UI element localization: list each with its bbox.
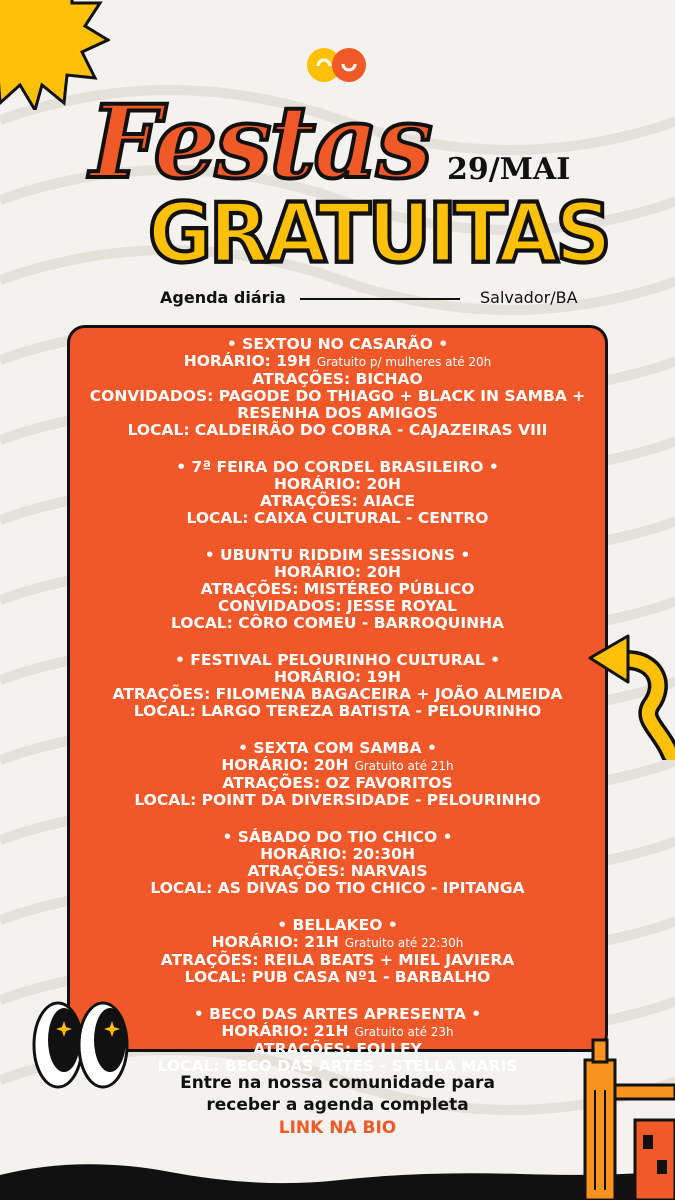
title-gratuitas: GRATUITAS [148, 186, 609, 282]
event-item [70, 547, 605, 632]
event-line: LOCAL: CALDEIRÃO DO COBRA - CAJAZEIRAS VIII [127, 421, 548, 439]
event-line: ATRAÇÕES: FILOMENA BAGACEIRA + JOÃO ALMEIDA [112, 685, 563, 703]
subtitle-city: Salvador/BA [480, 288, 578, 307]
event-name: • BELLAKEO • [277, 916, 398, 934]
event-line: CONVIDADOS: JESSE ROYAL [217, 597, 458, 615]
event-line: RESENHA DOS AMIGOS [237, 404, 438, 422]
event-name: • SEXTA COM SAMBA • [238, 739, 437, 757]
event-name: • 7ª FEIRA DO CORDEL BRASILEIRO • [176, 458, 499, 476]
link-na-bio[interactable]: LINK NA BIO [278, 1118, 397, 1138]
tower-icon [575, 1030, 675, 1200]
event-line: HORÁRIO: 20:30H [260, 845, 415, 863]
cta-line-1: Entre na nossa comunidade para [180, 1073, 495, 1093]
event-line: HORÁRIO: 20H [273, 563, 402, 581]
event-line: HORÁRIO: 20H Gratuito até 21h [221, 756, 454, 774]
event-line: LOCAL: CÔRO COMEU - BARROQUINHA [170, 614, 505, 632]
event-line: LOCAL: BECO DAS ARTES - STELLA MARIS [157, 1057, 518, 1075]
event-name: • BECO DAS ARTES APRESENTA • [193, 1005, 482, 1023]
events-list [70, 336, 605, 1095]
cta-text [0, 1072, 675, 1116]
curved-arrow-icon [586, 630, 675, 760]
event-line: ATRAÇÕES: OZ FAVORITOS [222, 774, 453, 792]
event-note: Gratuito até 23h [354, 1025, 454, 1039]
event-name: • SÁBADO DO TIO CHICO • [222, 828, 453, 846]
event-item [70, 336, 605, 439]
event-line: ATRAÇÕES: MISTÉREO PÚBLICO [200, 580, 475, 598]
event-line: LOCAL: POINT DA DIVERSIDADE - PELOURINHO [134, 791, 541, 809]
event-line: HORÁRIO: 21H Gratuito até 22:30h [211, 933, 464, 951]
event-name: • FESTIVAL PELOURINHO CULTURAL • [175, 651, 500, 669]
subtitle-divider [300, 298, 460, 300]
event-item [70, 917, 605, 986]
event-line: HORÁRIO: 19H [273, 668, 402, 686]
event-item [70, 1006, 605, 1075]
event-note: Gratuito até 22:30h [344, 936, 464, 950]
event-line: ATRAÇÕES: BICHAO [252, 370, 423, 388]
event-line: LOCAL: CAIXA CULTURAL - CENTRO [186, 509, 489, 527]
event-line: CONVIDADOS: PAGODE DO THIAGO + BLACK IN SAMBA + [89, 387, 586, 405]
event-note: Gratuito p/ mulheres até 20h [316, 355, 492, 369]
event-name: • UBUNTU RIDDIM SESSIONS • [204, 546, 471, 564]
event-line: HORÁRIO: 20H [273, 475, 402, 493]
event-line: ATRAÇÕES: NARVAIS [247, 862, 428, 880]
event-line: HORÁRIO: 19H Gratuito p/ mulheres até 20h [183, 352, 492, 370]
event-item [70, 652, 605, 720]
event-date: 29/MAI [447, 152, 571, 187]
event-line: ATRAÇÕES: FOLLEY [253, 1040, 422, 1058]
event-name: • SEXTOU NO CASARÃO • [226, 335, 449, 353]
subtitle-agenda: Agenda diária [160, 288, 286, 307]
event-line: ATRAÇÕES: AIACE [260, 492, 415, 510]
cta-line-2: receber a agenda completa [206, 1095, 469, 1115]
event-line: LOCAL: PUB CASA Nº1 - BARBALHO [184, 968, 491, 986]
title-festas: Festas [90, 83, 431, 201]
event-note: Gratuito até 21h [354, 759, 454, 773]
event-line: ATRAÇÕES: REILA BEATS + MIEL JAVIERA [160, 951, 515, 969]
event-line: HORÁRIO: 21H Gratuito até 23h [221, 1022, 454, 1040]
event-item [70, 740, 605, 809]
logo-icon [306, 44, 368, 86]
event-line: LOCAL: LARGO TEREZA BATISTA - PELOURINHO [133, 702, 542, 720]
event-item [70, 829, 605, 897]
event-line: LOCAL: AS DIVAS DO TIO CHICO - IPITANGA [150, 879, 525, 897]
event-item [70, 459, 605, 527]
bottom-wave [0, 1150, 675, 1200]
